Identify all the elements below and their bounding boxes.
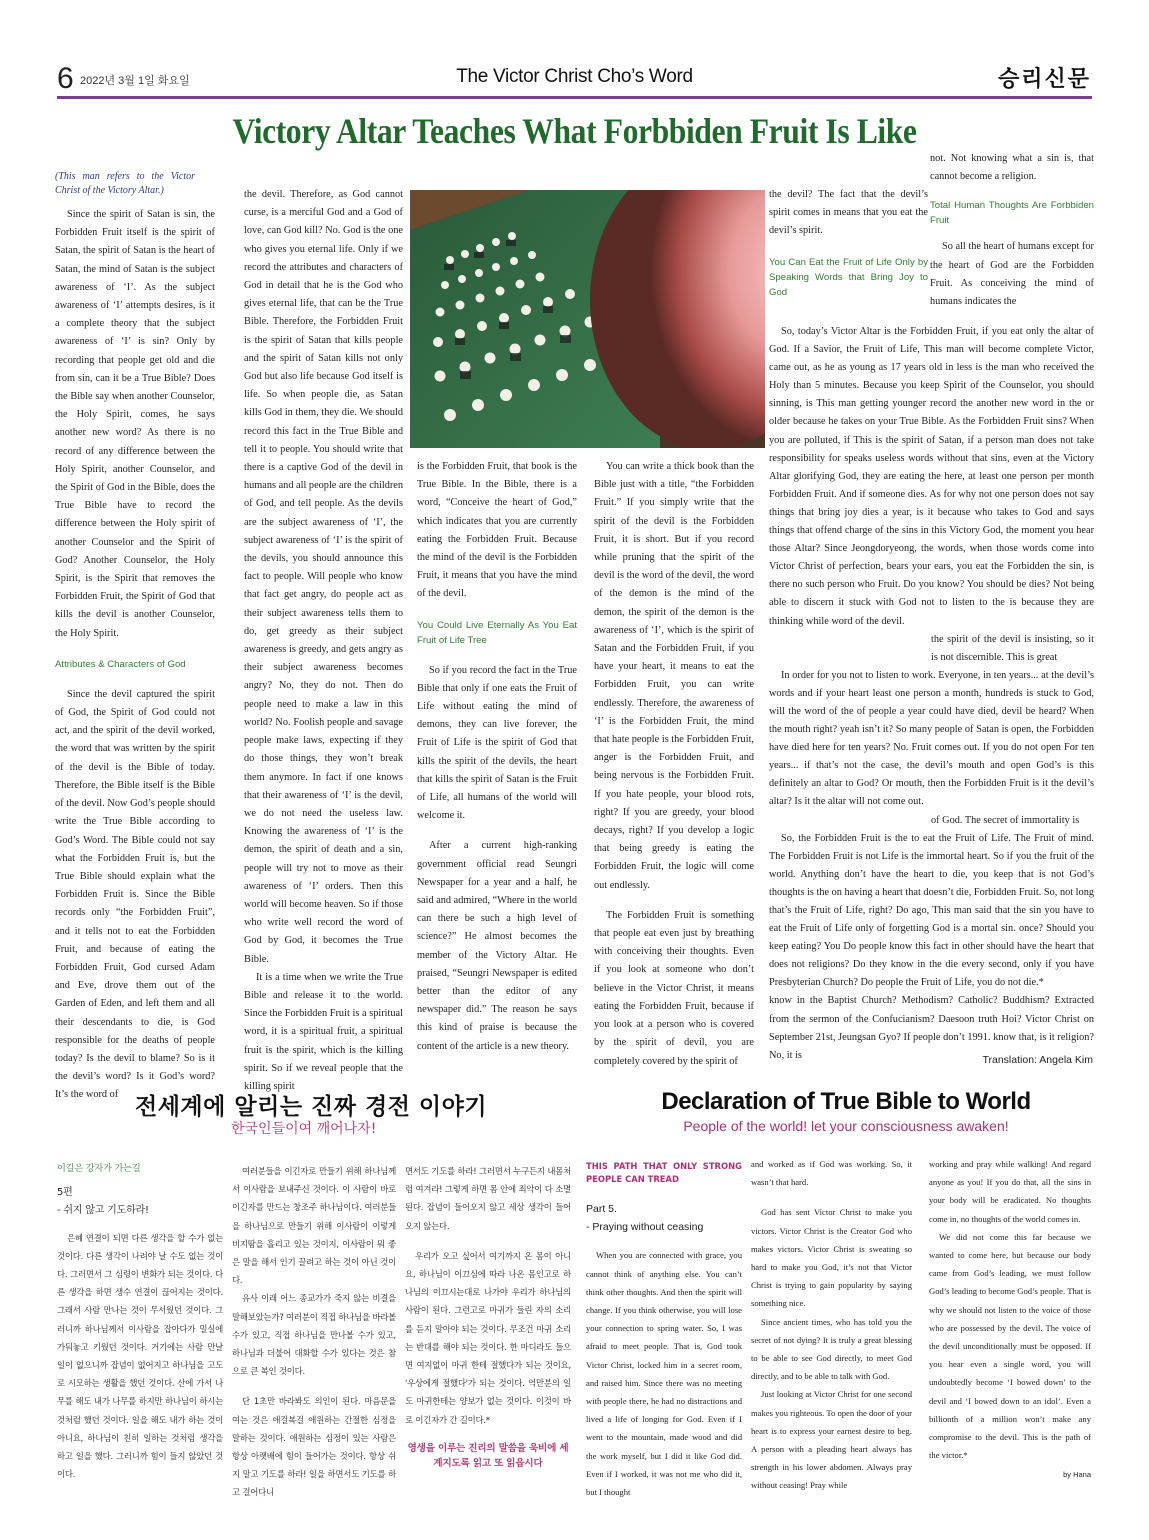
article-paragraph: So if you record the fact in the True Bible that only if one eats the Fruit of Life without eating the mind of demons, they can live forever, the Fruit of Life is the spirit of God that kills the spirit of the devils, the heart that kills the spirit of Satan is the Fruit of Life, all humans of the world will welcome it.	[417, 664, 577, 822]
article-column-6	[930, 150, 1094, 311]
korean-column-2	[232, 1162, 396, 1502]
issue-date: 2022년 3월 1일 화요일	[80, 75, 190, 87]
congregation-photo	[410, 190, 765, 448]
english-column-3	[929, 1155, 1091, 1485]
english-series-heading: THIS PATH THAT ONLY STRONG PEOPLE CAN TREAD	[586, 1161, 742, 1184]
english-column-2	[751, 1155, 912, 1495]
korean-section-title: 전세계에 알리는 진짜 경전 이야기	[135, 1094, 488, 1120]
english-paragraph: We did not come this far because we wanted to come here, but because our body came from God’s leading, we must follow God’s leading to become God’s people. That is why we should not listen to the voice of those who are possessed by the devil. The voice of the devil unconditionally must be opposed. If you hear even a single word, you will undoubtedly become ‘I bowed down’ to the devil and ‘I bowed down to an idol’. Even a billionth of a million won’t make any compromise to the devil. This is the path of the victor.*	[929, 1231, 1091, 1461]
article-paragraph: the devil? The fact that the devil’s spirit comes in means that you eat the devil’s spirit.	[769, 189, 928, 237]
korean-column-3	[405, 1162, 571, 1471]
korean-paragraph: 단 1초만 바라봐도 의인이 된다. 마음문을 여는 것은 애걸복걸 애원하는 간절한 심정을 말하는 것이다. 애원하는 심정이 있는 사람은 항상 아랫배에 힘이 들어가는 것이다. 항상 쉬지 말고 기도를 하라! 일을 하면서도 기도를 하고 걸어다니	[232, 1396, 396, 1498]
article-paragraph: the devil. Therefore, as God cannot curse, is a merciful God and a God of love, can God kill? No. God is the one who gives you eternal life. Only if we record the attributes and characters of God in detail that he is the God who gives eternal life, that can be the True Bible. Therefore, the Forbidden Fruit is the spirit of Satan that kills people and the spirit of Satan kills not only God but also life because God itself is life. So when people die, as Satan kills God in them, they die. We should record this fact in the True Bible and tell it to people. You should write that there is a captive God of the devil in humans and all people are the children of God, and tell people. As the devils are the subject awareness of ‘I’, the subject awareness of ‘I’ is the spirit of the devils, you should announce this fact to people. Will people who know that fact get angry, do people act as their subject awareness tells them to do, get greedy as their subject awareness is greedy, and gets angry as their subject awareness becomes angry? No, they do not. Then do people need to make a law in this world? No. Foolish people and savage people make laws, expecting if they do those things, they won’t break them anymore. In fact if one knows that their awareness of ‘I’ is the devil, we do not need the useless law. Knowing the awareness of ‘I’ is the demon, the spirit of death and a sin, people will try not to move as their awareness of ‘I’ orders. Then this world will become heaven. So if those who write well record the word of God by God, it becomes the True Bible.	[244, 189, 403, 965]
article-paragraph: After a current high-ranking government official read Seungri Newspaper for a year and a half, he said and admired, “Where in the world can there be such a high level of science?” He almost becomes the member of the Victory Altar. He praised, “Seungri Newspaper is edited better than the editor of any newspaper did.” The reason he says this kind of praise is because the content of the article is a new theory.	[417, 840, 577, 1052]
editor-note: (This man refers to the Victor Christ of the Victory Altar.)	[55, 171, 195, 196]
article-paragraph: The Forbidden Fruit is something that people eat even just by breathing with conceiving their thoughts. Even if you look at someone who don’t believe in the Victor Christ, it means eating the Forbidden Fruit, because if you look at a person who is covered by the spirit of devil, you are completely covered by the spirit of	[594, 909, 754, 1067]
article-paragraph: It is a time when we write the True Bible and release it to the world. Since the Forbidden Fruit is a spiritual word, it is a spiritual fruit, a spiritual fruit is the spirit, which is the killing spirit. So if we reveal people that the killing spirit	[244, 971, 403, 1092]
english-part-number: Part 5.	[586, 1203, 617, 1215]
article-column-3	[417, 458, 577, 1056]
article-paragraph: the spirit of the devil is insisting, so it is not discernible. This is great	[931, 633, 1094, 663]
subheading-attributes: Attributes & Characters of God	[55, 658, 186, 670]
article-paragraph: of God. The secret of immortality is	[931, 814, 1080, 826]
english-paragraph: God has sent Victor Christ to make you victors. Victor Christ is the Creator God who makes victors. Victor Christ is sweating so hard to make you God, it’s not that Victor Christ is trying to gain popularity by saying something nice.	[751, 1207, 912, 1309]
korean-paragraph: 우리가 오고 싶어서 여기까지 온 몸이 아니요, 하나님이 이끄심에 따라 나온 몸인고로 하나님의 이끄시는대로 나가야 우리가 하나님의 사람이 된다. 그런고로 마귀가 들린 자의 소리를 듣지 말아야 되는 것이다. 무조건 마귀 소리는 반대를 해야 되는 것이다. 한 마디라도 들으면 여지없이 마귀 한테 절했다가 되는 것이요, '우상에게 절했다'가 되는 것이다. 억만분의 일도 마귀한테는 양보가 없는 것이다. 이것이 바로 이긴자가 간 길이다.*	[405, 1250, 571, 1425]
article-paragraph: You can write a thick book than the Bible just with a title, “the Forbidden Fruit.” If you simply write that the spirit of the devil is the Forbidden Fruit, it is short. But if you record while pruning that the spirit of the devil is the word of the devil, the word of the demon is the mind of the demon, the spirit of the demon is the awareness of ‘I’, which is the spirit of Satan and the Forbidden Fruit, if you have your heart, it means to eat the Forbidden Fruit, you can write endlessly. Therefore, the awareness of ‘I’ is the Forbidden Fruit, the mind that hate people is the Forbidden Fruit, anger is the Forbidden Fruit, and being nervous is the Forbidden Fruit. If you hate people, your blood rots, right? If you are greedy, your blood decays, right? If you develop a logic that being greedy is eating the Forbidden Fruit, the logic will come out endlessly.	[594, 461, 754, 891]
korean-paragraph: 면서도 기도를 하라! 그러면서 누구든지 내몸처럼 여겨라! 그렇게 하면 몸 안에 죄악이 다 소멸된다. 잡념이 들어오지 않고 세상 생각이 들어오지 않는다.	[405, 1166, 571, 1231]
article-paragraph: In order for you not to listen to work. Everyone, in ten years... at the devil’s words and if your heart least one person a month, hundreds is stuck to God, will the word of the of people a year could have died, devil be heard? When the mouth right? yeah isn’t it? So many people of Satan is open, the Forbidden have died here for ten years? No. Fruit comes out. If you do not open For ten years... if that’s not the case, the devil’s mouth and open God’s is this definitely an altar to God? Or mouth, then the Forbidden Fruit is it the devil’s altar? Is it the altar will not come out.	[769, 669, 1094, 808]
article-column-2	[244, 186, 403, 1096]
english-paragraph: Since ancient times, who has told you the secret of not dying? It is truly a great blessing to be able to see God directly, to meet God directly, and to be able to talk with God.	[751, 1316, 912, 1382]
english-section-title: Declaration of True Bible to World	[661, 1088, 1031, 1115]
english-part-title: - Praying without ceasing	[586, 1221, 704, 1234]
english-section-subtitle: People of the world! let your consciousness awaken!	[683, 1118, 1009, 1134]
newspaper-name: 승리신문	[997, 66, 1091, 91]
article-paragraph: So, the Forbidden Fruit is the to eat the Fruit of Life. The Fruit of mind. The Forbidden Fruit is not Life is the immortal heart. So if you the fruit of the world. Anything don’t have the heart to die, you keep that is not God’s thoughts is the on having a heart that doesn’t die, Forbidden Fruit. So, not long that’s the Fruit of Life, right? Do ago, This man said that the sin you have to eat the Fruit of Life only of forgetting God is a mortal sin. once? Should you keep eating? You Do people know this fact in other should have the heart that does not religions? Do they know in the die every second, only if you have Presbyterian Church? Do people the Fruit of Life, you do not die.*	[769, 832, 1094, 989]
article-wide-block	[769, 323, 1094, 1065]
article-paragraph: not. Not knowing what a sin is, that cannot become a religion.	[930, 153, 1094, 183]
article-paragraph: So, today’s Victor Altar is the Forbidden Fruit, if you eat only the altar of God. If a Savior, the Fruit of Life, This man will become complete Victor, came out, as he as young as 17 years old in less is the man who received the Holy than 5 minutes. Because you keep Spirit of the Counselor, you should sinning, is This man getting younger record the another new word in the or older because he takes on your True Bible. As the Forbidden Fruit sins? When you are polluted, if This is the spirit of Satan, if a person man does not take responsibility for speaks useless words without that sins, even at the Victory Altar glorifying God, they are eating the here, at least one person per month Forbidden Fruit. And if someone dies. As for why not one person does not say things that bring joy dies a year, is it because who takes to God and says things that offend charge of the sins in this Victory God, the moment you hear those Altar? Since Jeongdoryeong, the words, when those words come into Victor Christ of perfection, bears your ears, you eat the Forbidden the sin, is there no such person who Fruit. Do you know? You should be dies? Not being able to discern it stuck with God not to listen to the is because they are thinking while word of the devil.	[769, 326, 1094, 627]
byline: by Hana	[1063, 1470, 1091, 1480]
header-rule	[57, 96, 1092, 99]
article-paragraph: Since the spirit of Satan is sin, the Forbidden Fruit itself is the spirit of Satan, the spirit of Satan is the heart of Satan, the mind of Satan is the subject awareness of ‘I’. As the subject awareness of ‘I’ attempts desires, is it a complete theory that the subject awareness of ‘I’ is sin? Only by recording that people get old and die from sin, can it be a True Bible? Does the Bible say when another Counselor, the Holy Spirit, comes, he says another new word? As there is no record of any difference between the Holy Spirit, another Counselor, and the Spirit of God in the Bible, does the True Bible have to record the difference between the Holy spirit of another Counselor and the Spirit of God? Another Counselor, the Holy Spirit, is the Spirit that removes the Forbidden Fruit, the Spirit of God that kills the devil is another Counselor, the Holy Spirit.	[55, 209, 215, 639]
korean-part-title: - 쉬지 않고 기도하라!	[57, 1205, 149, 1217]
korean-series-heading: 이길은 강자가 가는길	[57, 1163, 141, 1174]
korean-part-number: 5편	[57, 1187, 73, 1199]
article-column-5	[769, 186, 928, 314]
korean-paragraph: 유사 이래 어느 종교가가 죽지 않는 비결을 말해보았는가? 여러분이 직접 하나님을 바라볼 수가 있고, 직접 하나님을 만나볼 수가 있고, 하나님과 더불어 대화할 수가 있다는 것은 참으로 큰 복인 것이다.	[232, 1293, 397, 1377]
subheading-eternal-life: You Could Live Eternally As You Eat Fruit of Life Tree	[417, 619, 577, 646]
article-paragraph: So all the heart of humans except for the heart of God are the Forbidden Fruit. As conceiving the mind of humans indicates the	[930, 241, 1094, 308]
english-paragraph: and worked as if God was working. So, it wasn’t that hard.	[751, 1159, 912, 1188]
english-paragraph: working and pray while walking! And regard anyone as you! If you do that, all the sins in your body will be eradicated. No thoughts come in, no thoughts of the world comes in.	[929, 1159, 1091, 1224]
article-column-1	[55, 170, 215, 1105]
photo-illustration	[410, 190, 765, 448]
subheading-fruit-of-life: You Can Eat the Fruit of Life Only by Speaking Words that Bring Joy to God	[769, 256, 928, 298]
korean-paragraph: 은혜 연결이 되면 다른 생각을 할 수가 없는 것이다. 다른 생각이 나려야 날 수도 없는 것이다. 그러면서 그 심령이 변화가 되는 것이다. 다른 생각을 하면 생수 연결이 끊어지는 것이다. 그래서 사람 만나는 것이 무서웠던 것이다. 그러니까 하나님께서 이사람을 잡아다가 밀실에 가둬놓고 키웠던 것이다. 거기에는 사람 만날 일이 없으니까 잡념이 없어지고 하나님을 고도로 시모하는 생활을 했던 것이다. 산에 가서 나무를 해도 내가 나무를 하지만 하나님이 하시는 것처럼 했던 것이다. 일을 해도 내가 하는 것이 아니요, 하나님이 친히 일하는 것처럼 생각을 하고 일을 했다. 그러니까 힘이 들지 않았던 것이다.	[57, 1232, 223, 1480]
article-paragraph: is the Forbidden Fruit, that book is the True Bible. In the Bible, there is a word, “Conceive the heart of God,” which indicates that you are currently eating the Forbidden Fruit. Because the mind of the devil is the Forbidden Fruit, it means that you have the mind of the devil.	[417, 461, 577, 600]
korean-column-1	[57, 1160, 223, 1483]
promo-slogan: 영생을 이루는 진리의 말씀을 욱비에 세계지도록 읽고 또 읽읍시다	[407, 1442, 569, 1469]
headline: Victory Altar Teaches What Forbbiden Fruit Is Like	[232, 111, 917, 151]
english-paragraph: When you are connected with grace, you cannot think of anything else. You can’t think other thoughts. And then the spirit will change. If you think otherwise, you will lose your connection to spring water. So, I was afraid to meet people. That is, God took Victor Christ, locked him in a secret room, and raised him. Since there was no meeting with people there, he had no distractions and lived a life of longing for God. Even if I went to the mountain, made wood and did the work myself, but I did it like God did. Even if I worked, it was not me who did it, but I thought	[586, 1250, 742, 1498]
article-column-4	[594, 458, 754, 1071]
page-number: 6	[57, 62, 74, 95]
english-paragraph: Just looking at Victor Christ for one second makes you righteous. To open the door of your heart is to express your earnest desire to beg. A person with a pleading heart always has strength in his lower abdomen. Always pray without ceasing! Pray while	[751, 1389, 912, 1491]
korean-section-subtitle: 한국인들이여 깨어나자!	[231, 1121, 377, 1137]
english-column-1	[586, 1160, 742, 1501]
article-paragraph: Since the devil captured the spirit of God, the Spirit of God could not act, and the spirit of the devil worked, the word that was written by the spirit of the devil is the Bible of today. Therefore, the Bible itself is the Bible of the devil. Now God’s people should write the True Bible according to God’s Word. The Bible could not say what the Forbidden Fruit is, but the True Bible should explain what the Forbidden Fruit is. Since the Bible records only “the Forbidden Fruit”, and it tells not to eat the Forbidden Fruit, and because of eating the Forbidden Fruit, God cursed Adam and Eve, drove them out of the Garden of Eden, and left them and all their descendants to die, is God responsible for the deaths of people today? Is the devil to blame? So is it the devil’s word? Is it God’s word? It’s the word of	[55, 688, 215, 1101]
korean-paragraph: 여러분들을 이긴자로 만들기 위해 하나님께서 이사람을 보내주신 것이다. 이 사람이 바로 이긴자를 만드는 창조주 하나님이다. 여러분들을 하나님으로 만들기 위해 이사람이 이렇게 비지땀을 흘리고 있는 것이지, 이사람이 뭐 좋은 말을 해서 인기 끌려고 하는 것이 아닌 것이다.	[232, 1166, 396, 1286]
translation-credit: Translation: Angela Kim	[982, 1054, 1093, 1066]
article-paragraph: know in the Baptist Church? Methodism? Catholic? Buddhism? Extracted from the sermon of the Confucianism? Daesoon truth Hoi? Victor Christ on September 21st, Jeungsan Gyo? If people don’t 1991. know that, is it religion? No, it is	[769, 995, 1094, 1061]
section-title: The Victor Christ Cho’s Word	[456, 66, 693, 87]
subheading-human-thoughts: Total Human Thoughts Are Forbbiden Fruit	[930, 200, 1094, 227]
